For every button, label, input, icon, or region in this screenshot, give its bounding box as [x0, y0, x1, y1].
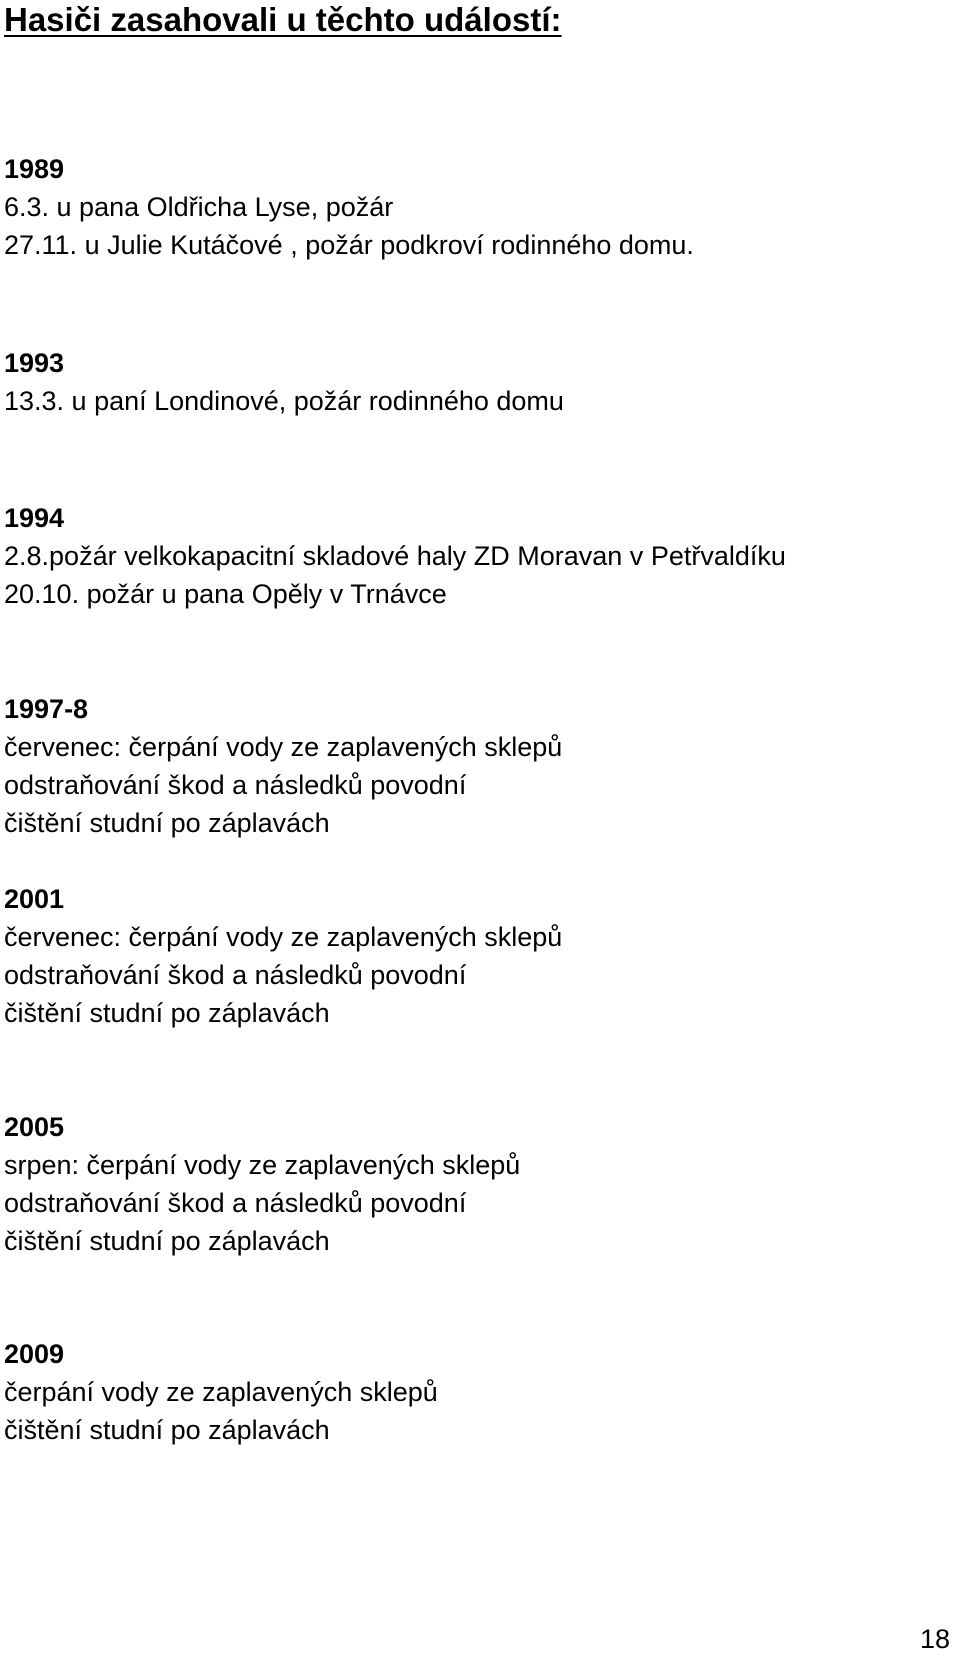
section-year: 1997-8	[4, 694, 89, 724]
section-2009	[4, 1335, 438, 1449]
section-entry: odstraňování škod a následků povodní	[4, 770, 467, 800]
section-entry: čištění studní po záplavách	[4, 1415, 330, 1445]
section-year: 1994	[4, 503, 65, 533]
section-entry: čištění studní po záplavách	[4, 808, 330, 838]
section-entry: červenec: čerpání vody ze zaplavených sklepů	[4, 732, 563, 762]
page-number: 18	[919, 1624, 950, 1654]
section-entry: srpen: čerpání vody ze zaplavených sklepů	[4, 1150, 521, 1180]
section-2001	[4, 880, 562, 1032]
section-entry: 13.3. u paní Londinové, požár rodinného domu	[4, 386, 564, 416]
section-1993	[4, 344, 564, 420]
section-entry: 20.10. požár u pana Opěly v Trnávce	[4, 579, 447, 609]
page-title: Hasiči zasahovali u těchto událostí:	[4, 1, 562, 38]
section-entry: 2.8.požár velkokapacitní skladové haly ZD Moravan v Petřvaldíku	[4, 541, 786, 571]
section-entry: odstraňování škod a následků povodní	[4, 1188, 467, 1218]
section-year: 1993	[4, 348, 65, 378]
section-entry: čištění studní po záplavách	[4, 1226, 330, 1256]
section-entry: 6.3. u pana Oldřicha Lyse, požár	[4, 192, 394, 222]
section-entry: čištění studní po záplavách	[4, 998, 330, 1028]
section-entry: červenec: čerpání vody ze zaplavených sklepů	[4, 922, 563, 952]
section-year: 2001	[4, 884, 65, 914]
section-1997-8	[4, 690, 562, 842]
section-year: 2005	[4, 1112, 65, 1142]
section-year: 2009	[4, 1339, 65, 1369]
section-1989	[4, 150, 694, 264]
section-1994	[4, 499, 786, 613]
section-entry: odstraňování škod a následků povodní	[4, 960, 467, 990]
section-2005	[4, 1108, 520, 1260]
section-year: 1989	[4, 154, 65, 184]
section-entry: 27.11. u Julie Kutáčové , požár podkroví rodinného domu.	[4, 230, 694, 260]
section-entry: čerpání vody ze zaplavených sklepů	[4, 1377, 438, 1407]
